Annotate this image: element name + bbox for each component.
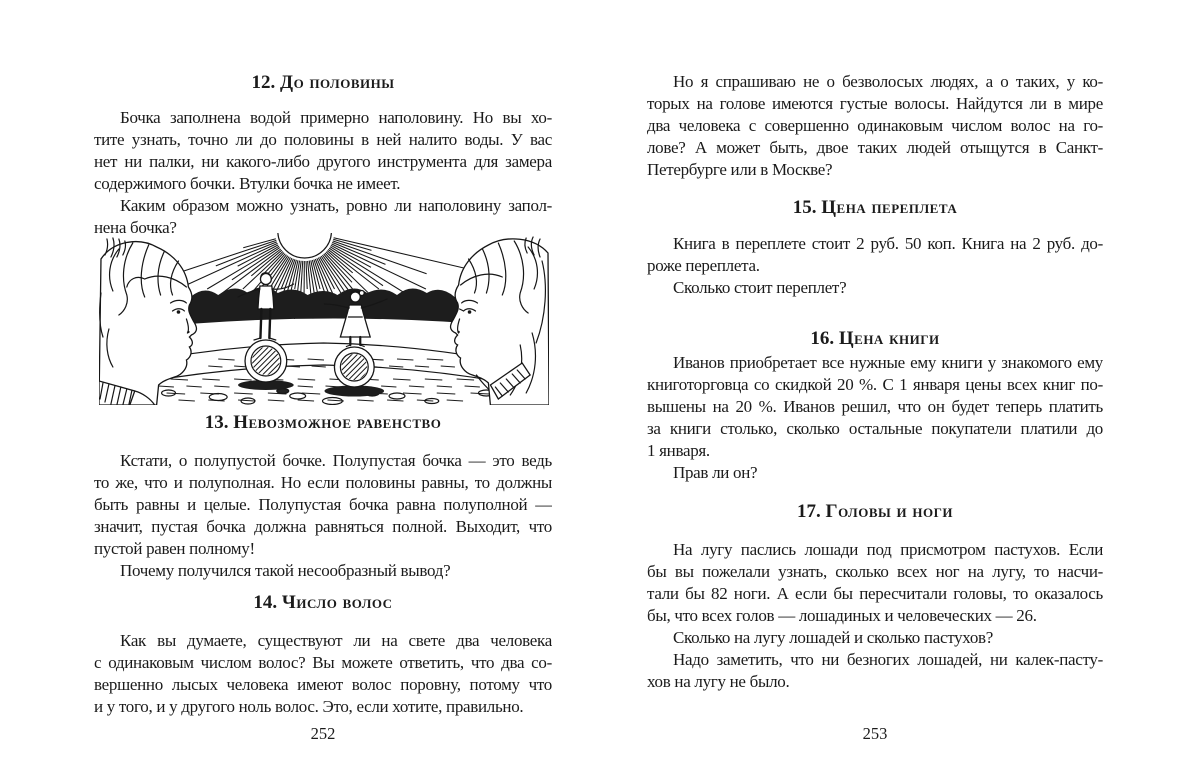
text-line: роже переплета. [647,256,760,275]
text-line: торых на голове имеются густые волосы. Найдутся ли в мире [647,94,1103,113]
text-line: вершенно лысых человека имеют волос поровну, потому что [94,675,552,694]
paragraph [647,649,1103,693]
text-line: лове? А может быть, двое таких людей отыщутся в Санкт- [647,138,1103,157]
section-title: До половины [280,72,395,93]
text-line: два человека с совершенно одинаковым числом волос на го- [647,116,1103,135]
paragraph [647,71,1103,181]
paragraph [647,539,1103,627]
text-line: Каким образом можно узнать, ровно ли наполовину запол- [120,196,552,215]
text-line: Сколько на лугу лошадей и сколько пастухов? [673,628,994,647]
left-page [94,0,552,782]
section-number: 13. [204,412,229,433]
text-line: Бочка заполнена водой примерно наполовину. Но вы хо- [120,108,552,127]
text-line: тите узнать, точно ли до половины в ней налито воды. У вас [94,130,552,149]
text-line: На лугу паслись лошади под присмотром пастухов. Если [673,540,1103,559]
paragraph [647,277,1103,299]
text-line: пустой равен полному! [94,539,255,558]
paragraph [647,462,1103,484]
paragraph [94,450,552,560]
paragraph [94,107,552,195]
paragraph [647,352,1103,462]
barrels-illustration [99,233,549,405]
text-line: бы, что всех голов — лошадиных и человеческих — 26. [647,606,1037,625]
text-line: Петербурге или в Москве? [647,160,833,179]
text-line: значит, пустая бочка должна равняться полной. Выходит, что [94,517,552,536]
text-line: содержимого бочки. Втулки бочка не имеет. [94,174,401,193]
paragraph [94,560,552,582]
section-number: 14. [253,592,278,613]
text-line: нена бочка? [94,218,177,237]
section-heading [647,328,1103,350]
section-number: 15. [792,197,817,218]
text-line: Книга в переплете стоит 2 руб. 50 коп. Книга на 2 руб. до- [673,234,1103,253]
section-title: Невозможное равенство [233,412,442,433]
section-title: Цена книги [838,328,940,349]
barrels-illustration-svg [99,233,549,405]
text-line: Сколько стоит переплет? [673,278,847,297]
text-line: быть равны и целые. Полупустая бочка равна полуполной — [94,495,552,514]
text-line: 1 января. [647,441,710,460]
text-line: Но я спрашиваю не о безволосых людях, а о таких, у ко- [673,72,1103,91]
page-number-left: 252 [310,724,336,743]
page-number-right: 253 [862,724,888,743]
right-page [647,0,1103,782]
section-number: 16. [810,328,835,349]
text-line: книготорговца со скидкой 20 %. С 1 января цены всех книг по- [647,375,1103,394]
text-line: Прав ли он? [673,463,758,482]
section-heading [94,592,552,614]
section-heading [94,72,552,94]
paragraph [647,233,1103,277]
text-line: Кстати, о полупустой бочке. Полупустая бочка — это ведь [120,451,552,470]
section-title: Цена переплета [821,197,958,218]
text-line: вышены на 20 %. Иванов решил, что он будет теперь платить [647,397,1103,416]
text-line: за книги столько, сколько остальные покупатели платили до [647,419,1103,438]
section-title: Головы и ноги [825,501,953,522]
paragraph [94,630,552,718]
text-line: Как вы думаете, существуют ли на свете два человека [120,631,552,650]
section-number: 12. [251,72,276,93]
text-line: нет ни палки, ни какого-либо другого инструмента для замера [94,152,552,171]
text-line: то же, что и полуполная. Но если половины равны, то должны [94,473,552,492]
paragraph [647,627,1103,649]
text-line: бы вы пожелали узнать, сколько всех ног на лугу, то насчи- [647,562,1103,581]
text-line: и у того, и у другого ноль волос. Это, если хотите, правильно. [94,697,524,716]
section-heading [647,197,1103,219]
section-number: 17. [796,501,821,522]
section-title: Число волос [281,592,393,613]
text-line: Почему получился такой несообразный вывод? [120,561,451,580]
text-line: Надо заметить, что ни безногих лошадей, ни калек-пасту- [673,650,1103,669]
text-line: тали бы 82 ноги. А если бы пересчитали головы, то оказалось [647,584,1103,603]
text-line: Иванов приобретает все нужные ему книги у знакомого ему [673,353,1103,372]
text-line: хов на лугу не было. [647,672,790,691]
section-heading [647,501,1103,523]
section-heading [94,412,552,434]
text-line: с одинаковым числом волос? Вы можете ответить, что два со- [94,653,552,672]
